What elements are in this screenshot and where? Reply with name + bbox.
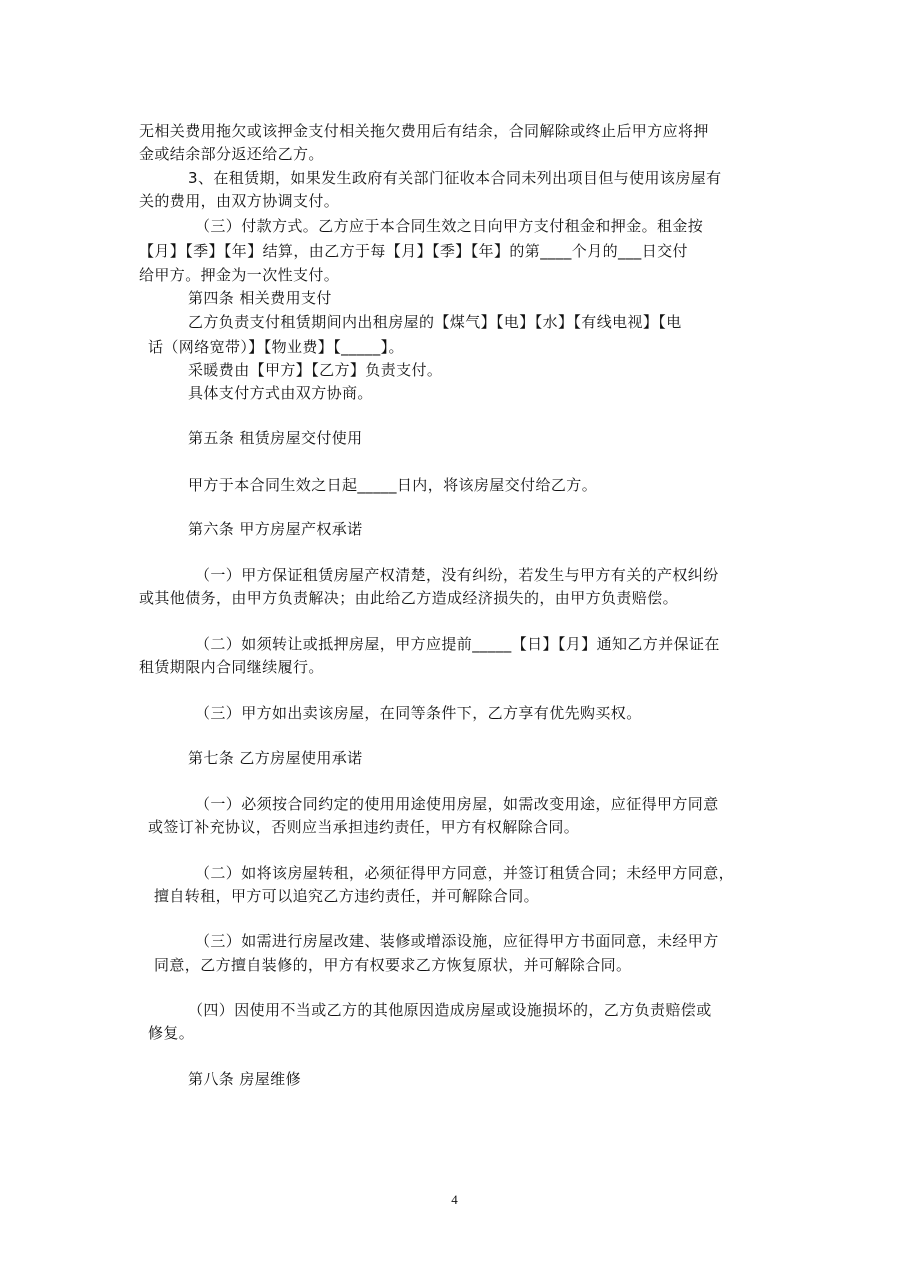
text-line: 3、在租赁期，如果发生政府有关部门征收本合同未列出项目但与使用该房屋有 [188,169,722,187]
text-line: 给甲方。押金为一次性支付。 [139,266,340,284]
text-line: 甲方于本合同生效之日起_____日内，将该房屋交付给乙方。 [188,476,598,494]
article-heading: 第五条 租赁房屋交付使用 [188,429,363,447]
text-line: （三）如需进行房屋改建、装修或增添设施，应征得甲方书面同意，未经甲方 [195,932,719,950]
text-line: （三）甲方如出卖该房屋，在同等条件下，乙方享有优先购买权。 [195,704,642,722]
text-line: 或其他债务，由甲方负责解决；由此给乙方造成经济损失的，由甲方负责赔偿。 [139,589,679,607]
article-heading: 第四条 相关费用支付 [188,289,332,307]
text-line: 修复。 [148,1024,195,1042]
text-line: 具体支付方式由双方协商。 [188,384,373,402]
article-heading: 第八条 房屋维修 [188,1070,301,1088]
text-line: （一）甲方保证租赁房屋产权清楚，没有纠纷，若发生与甲方有关的产权纠纷 [195,566,719,584]
text-line: 同意，乙方擅自装修的，甲方有权要求乙方恢复原状，并可解除合同。 [154,956,632,974]
text-line: 无相关费用拖欠或该押金支付相关拖欠费用后有结余，合同解除或终止后甲方应将押 [139,122,709,140]
text-line: 话（网络宽带）】【物业费】【_____】。 [148,338,404,356]
text-line: 【月】【季】【年】结算，由乙方于每【月】【季】【年】的第____个月的___日交付 [139,242,688,260]
article-heading: 第六条 甲方房屋产权承诺 [188,520,363,538]
text-line: 关的费用，由双方协调支付。 [139,192,340,210]
text-line: （二）如将该房屋转租，必须征得甲方同意，并签订租赁合同；未经甲方同意， [195,864,735,882]
text-line: （二）如须转让或抵押房屋，甲方应提前_____【日】【月】通知乙方并保证在 [195,635,720,653]
text-line: （三）付款方式。乙方应于本合同生效之日向甲方支付租金和押金。租金按 [195,217,704,235]
text-line: 或签订补充协议，否则应当承担违约责任，甲方有权解除合同。 [148,818,580,836]
text-line: 擅自转租，甲方可以追究乙方违约责任，并可解除合同。 [154,887,540,905]
text-line: 采暖费由【甲方】【乙方】负责支付。 [188,361,443,379]
text-line: （四）因使用不当或乙方的其他原因造成房屋或设施损坏的，乙方负责赔偿或 [188,1001,712,1019]
text-line: （一）必须按合同约定的使用用途使用房屋，如需改变用途，应征得甲方同意 [195,795,719,813]
page-number: 4 [451,1192,458,1207]
article-heading: 第七条 乙方房屋使用承诺 [188,749,363,767]
text-line: 金或结余部分返还给乙方。 [139,145,324,163]
text-line: 乙方负责支付租赁期间内出租房屋的【煤气】【电】【水】【有线电视】【电 [188,313,682,331]
text-line: 租赁期限内合同继续履行。 [139,658,324,676]
